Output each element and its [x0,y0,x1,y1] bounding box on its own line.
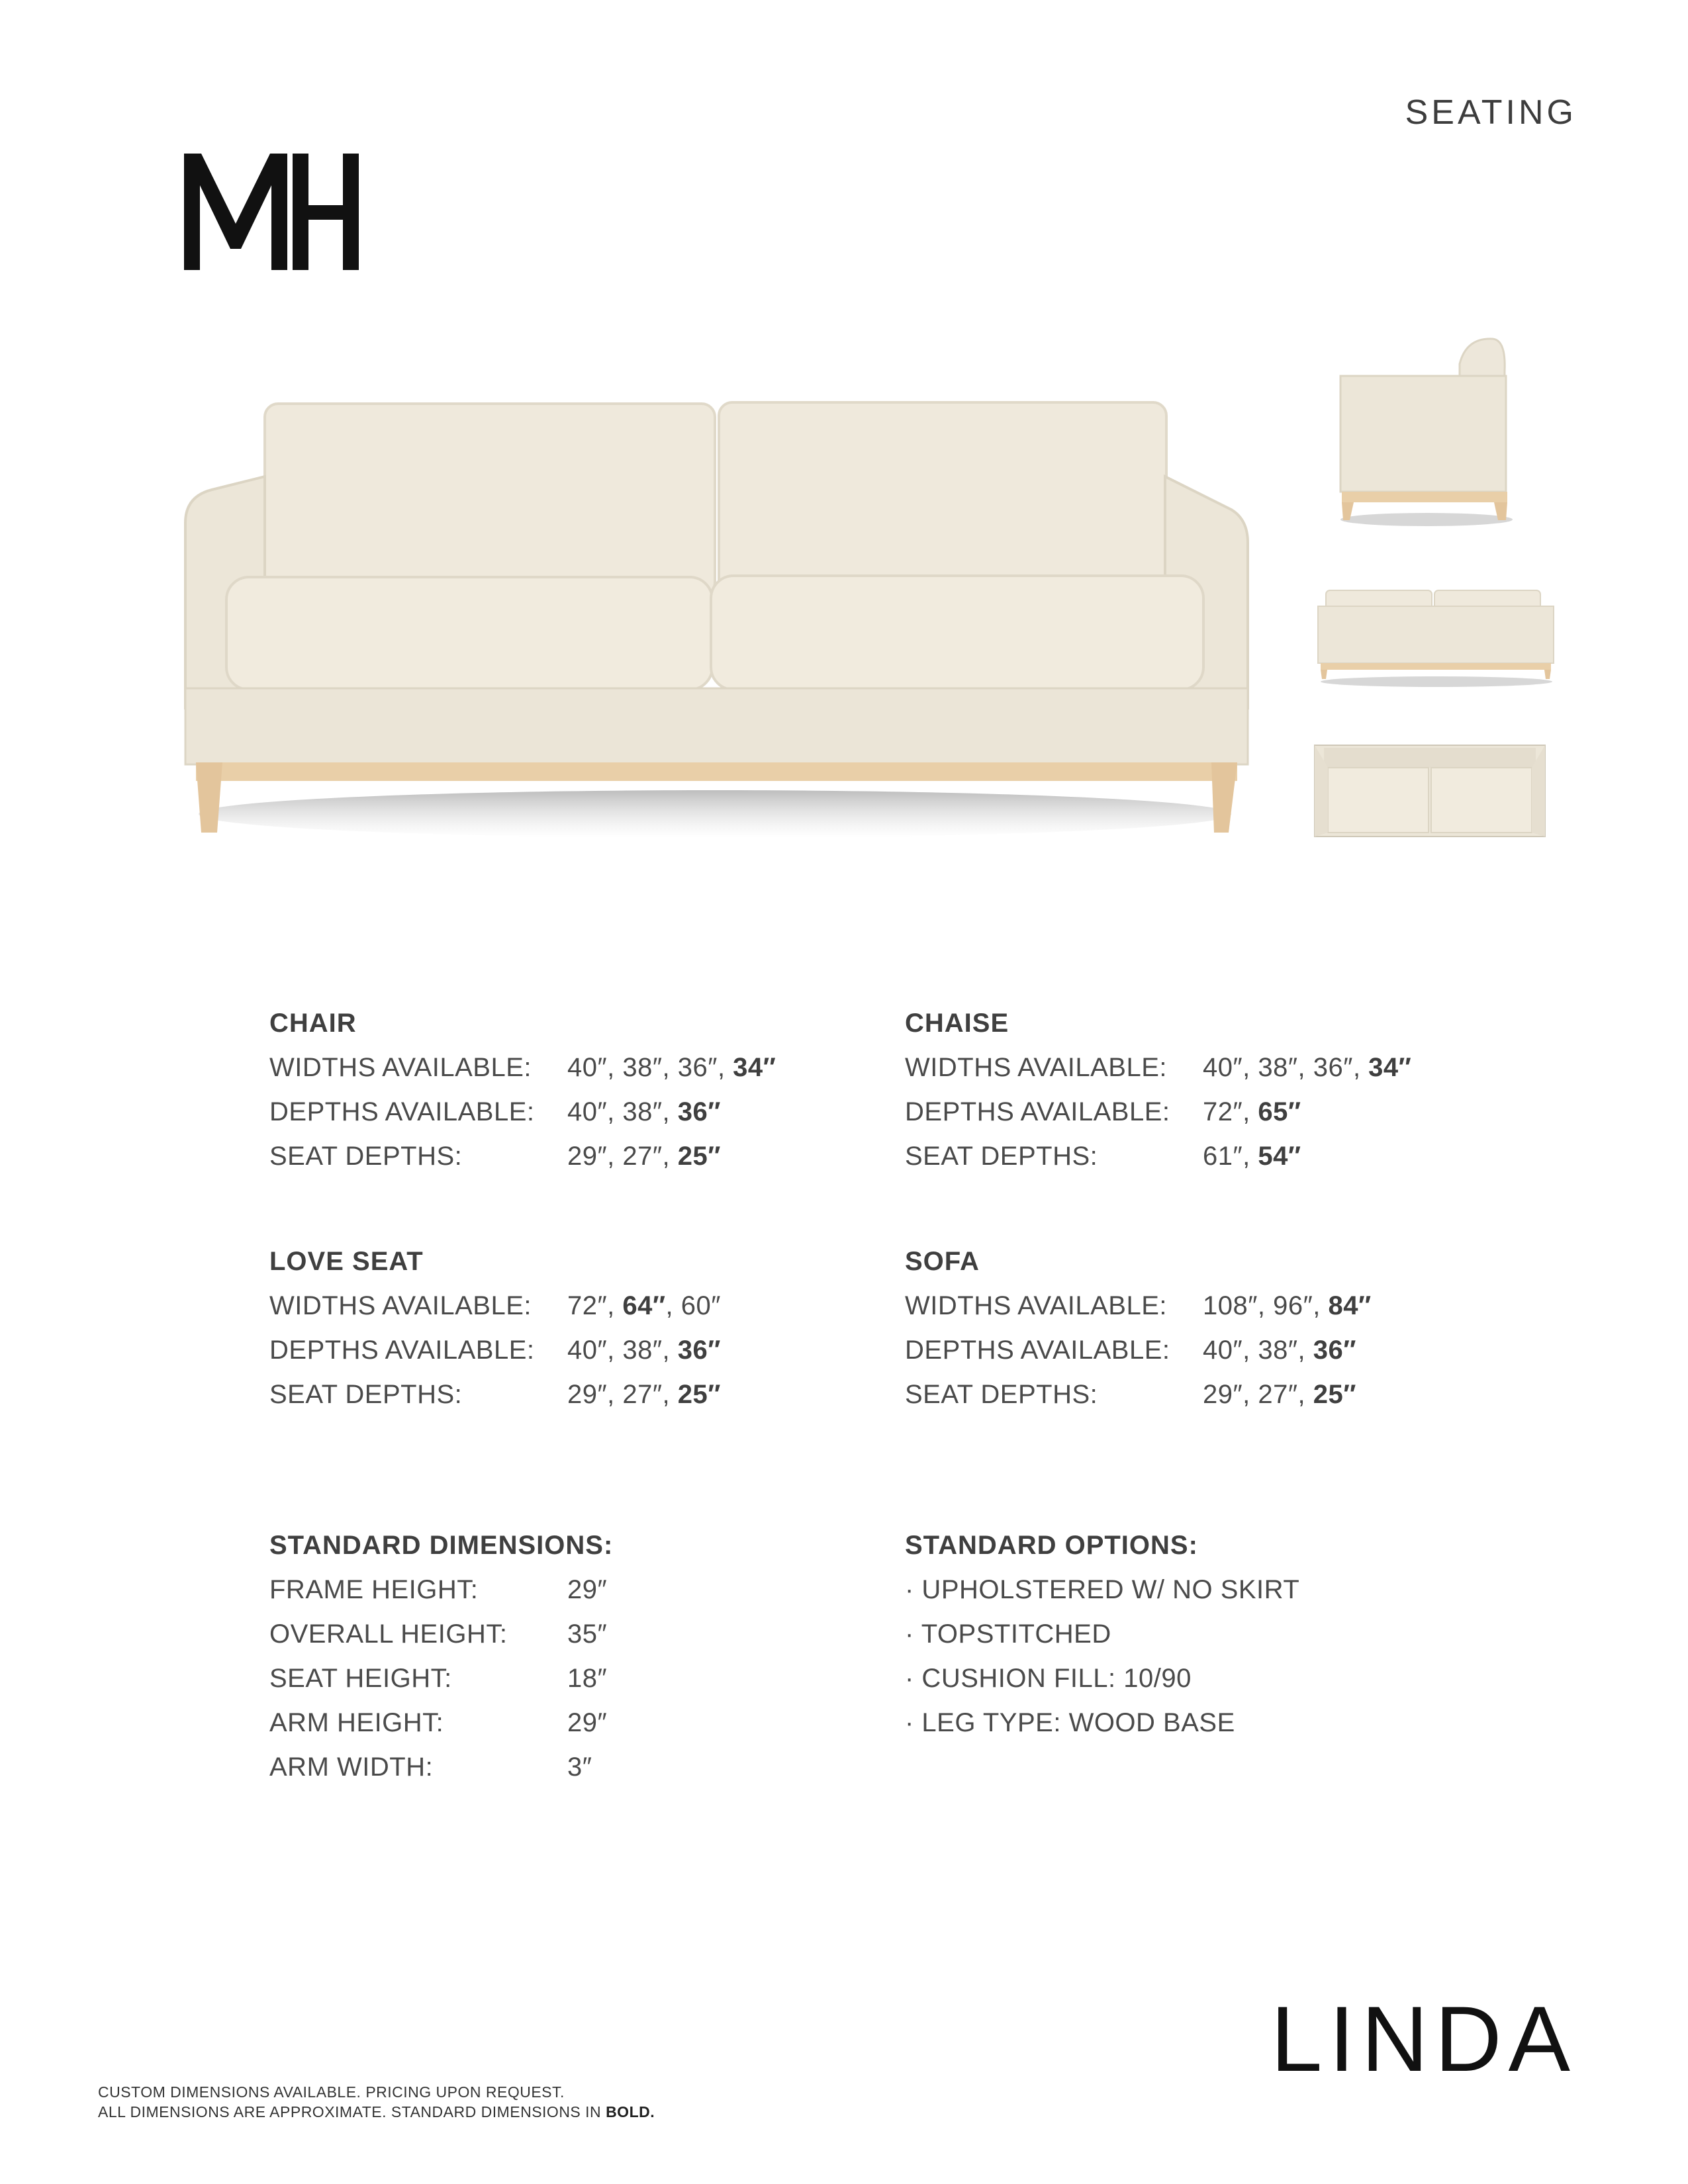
spec-label: SEAT DEPTHS: [905,1142,1098,1171]
spec-value: 96″ [1273,1291,1313,1320]
spec-row [905,1336,1372,1380]
spec-label: OVERALL HEIGHT: [269,1619,508,1649]
spec-values [567,1708,607,1738]
section-title: CHAIR [269,1009,357,1038]
spec-value: 72″ [1203,1097,1243,1126]
spec-value: 36″ [677,1053,718,1082]
spec-label: WIDTHS AVAILABLE: [905,1291,1168,1320]
back-cushion-right [719,402,1166,596]
spec-value: 38″ [622,1336,663,1365]
spec-label: DEPTHS AVAILABLE: [905,1336,1170,1365]
love-seat-section [269,1247,721,1424]
seat-cushion-left [226,577,712,690]
option-item: · UPHOLSTERED W/ NO SKIRT [905,1575,1300,1604]
spec-values: 40″, 38″, 36″, 34″ [1203,1053,1412,1082]
option-item: · CUSHION FILL: 10/90 [905,1664,1192,1693]
spec-value: 36″ [677,1097,721,1126]
spec-label: FRAME HEIGHT: [269,1575,479,1604]
chair-section [269,1009,776,1186]
section-title: STANDARD OPTIONS: [905,1531,1198,1560]
footnote [98,2082,655,2122]
spec-value: 18″ [567,1664,608,1693]
mh-logo [179,146,364,278]
spec-value: 38″ [1258,1336,1298,1365]
spec-value: 27″ [622,1380,663,1409]
spec-value: 72″ [567,1291,608,1320]
spec-value: 36″ [1313,1053,1353,1082]
spec-row [269,1708,613,1752]
spec-value: 40″ [1203,1336,1243,1365]
spec-values: 40″, 38″, 36″, 34″ [567,1053,776,1082]
spec-row [905,1097,1411,1142]
spec-values: 40″, 38″, 36″ [567,1336,721,1365]
spec-values [567,1752,592,1782]
spec-row [269,1336,721,1380]
spec-row [269,1575,613,1619]
wood-leg-left [196,762,222,833]
spec-value: 36″ [677,1336,721,1365]
spec-row [269,1664,613,1708]
sofa-section [905,1247,1372,1424]
spec-label: WIDTHS AVAILABLE: [269,1053,532,1082]
spec-values: 40″, 38″, 36″ [567,1097,721,1126]
spec-value: 40″ [567,1053,608,1082]
spec-value: 38″ [622,1053,663,1082]
spec-label: WIDTHS AVAILABLE: [905,1053,1168,1082]
spec-values: 29″, 27″, 25″ [567,1142,721,1171]
spec-value: 60″ [680,1291,721,1320]
wood-leg-right [1211,762,1237,833]
spec-value: 29″ [567,1708,608,1737]
option-item: · TOPSTITCHED [905,1619,1111,1649]
spec-value: 61″ [1203,1142,1243,1171]
spec-row [905,1380,1372,1424]
spec-label: DEPTHS AVAILABLE: [269,1097,535,1126]
seat-cushion-right [711,576,1203,690]
spec-row [269,1142,776,1186]
spec-values: 72″, 64″, 60″ [567,1291,721,1320]
sofa-top-view-thumbnail [1311,741,1549,841]
spec-rows [905,1053,1411,1186]
spec-value: 27″ [622,1142,663,1171]
spec-row [905,1053,1411,1097]
spec-values [567,1664,607,1694]
spec-row [905,1142,1411,1186]
spec-value: 27″ [1258,1380,1298,1409]
footnote-line-2-text: ALL DIMENSIONS ARE APPROXIMATE. STANDARD DIMENSIONS IN [98,2103,602,2120]
spec-rows [905,1291,1372,1424]
section-title: SOFA [905,1247,980,1276]
spec-value: 40″ [1203,1053,1243,1082]
spec-value: 25″ [677,1380,721,1409]
spec-label: SEAT HEIGHT: [269,1664,452,1693]
spec-value: 29″ [1203,1380,1243,1409]
footnote-line-1: CUSTOM DIMENSIONS AVAILABLE. PRICING UPON REQUEST. [98,2083,565,2101]
spec-values: 40″, 38″, 36″ [1203,1336,1356,1365]
option-item: · LEG TYPE: WOOD BASE [905,1708,1235,1737]
spec-rows [269,1291,721,1424]
section-title: STANDARD DIMENSIONS: [269,1531,614,1560]
spec-label: SEAT DEPTHS: [269,1380,463,1409]
spec-value: 54″ [1258,1142,1301,1171]
spec-value: 25″ [1313,1380,1356,1409]
spec-row [269,1291,721,1336]
spec-values: 108″, 96″, 84″ [1203,1291,1372,1320]
spec-values: 61″, 54″ [1203,1142,1301,1171]
spec-value: 34″ [1368,1053,1412,1082]
spec-value: 29″ [567,1575,608,1604]
sofa-side-view-thumbnail [1327,331,1526,529]
category-label: SEATING [1405,93,1577,132]
spec-value: 34″ [733,1053,776,1082]
spec-value: 84″ [1328,1291,1372,1320]
footnote-bold-word: BOLD. [606,2103,655,2120]
standard-dimensions-section [269,1531,613,1797]
spec-row [269,1097,776,1142]
spec-row [269,1380,721,1424]
sofa-back-view-thumbnail [1314,582,1559,688]
sofa-base [185,688,1248,764]
spec-value: 108″ [1203,1291,1258,1320]
spec-label: DEPTHS AVAILABLE: [269,1336,535,1365]
spec-value: 36″ [1313,1336,1356,1365]
spec-row [905,1291,1372,1336]
spec-values: 72″, 65″ [1203,1097,1301,1126]
spec-value: 40″ [567,1097,608,1126]
spec-value: 25″ [677,1142,721,1171]
floor-shadow [199,790,1231,838]
spec-values [567,1575,607,1605]
spec-value: 29″ [567,1142,608,1171]
spec-label: SEAT DEPTHS: [905,1380,1098,1409]
spec-value: 40″ [567,1336,608,1365]
sofa-main-photo [172,390,1258,854]
spec-row [269,1752,613,1797]
wood-base [196,762,1237,781]
section-title: LOVE SEAT [269,1247,424,1276]
spec-row [269,1619,613,1664]
spec-value: 38″ [1258,1053,1298,1082]
product-name: LINDA [1270,1987,1577,2091]
spec-label: SEAT DEPTHS: [269,1142,463,1171]
section-title: CHAISE [905,1009,1009,1038]
back-cushion-left [265,404,715,596]
spec-value: 35″ [567,1619,608,1649]
spec-values: 29″, 27″, 25″ [1203,1380,1356,1409]
chaise-section [905,1009,1411,1186]
standard-options-section [905,1531,1299,1752]
spec-label: DEPTHS AVAILABLE: [905,1097,1170,1126]
footnote-line-2 [98,2102,655,2122]
spec-label: WIDTHS AVAILABLE: [269,1291,532,1320]
spec-value: 3″ [567,1752,592,1782]
spec-value: 64″ [622,1291,666,1320]
spec-rows [269,1053,776,1186]
spec-values [567,1619,607,1649]
spec-value: 65″ [1258,1097,1301,1126]
spec-label: ARM WIDTH: [269,1752,434,1782]
spec-label: ARM HEIGHT: [269,1708,444,1737]
spec-value: 29″ [567,1380,608,1409]
spec-row [269,1053,776,1097]
spec-value: 38″ [622,1097,663,1126]
spec-rows [269,1575,613,1797]
spec-values: 29″, 27″, 25″ [567,1380,721,1409]
